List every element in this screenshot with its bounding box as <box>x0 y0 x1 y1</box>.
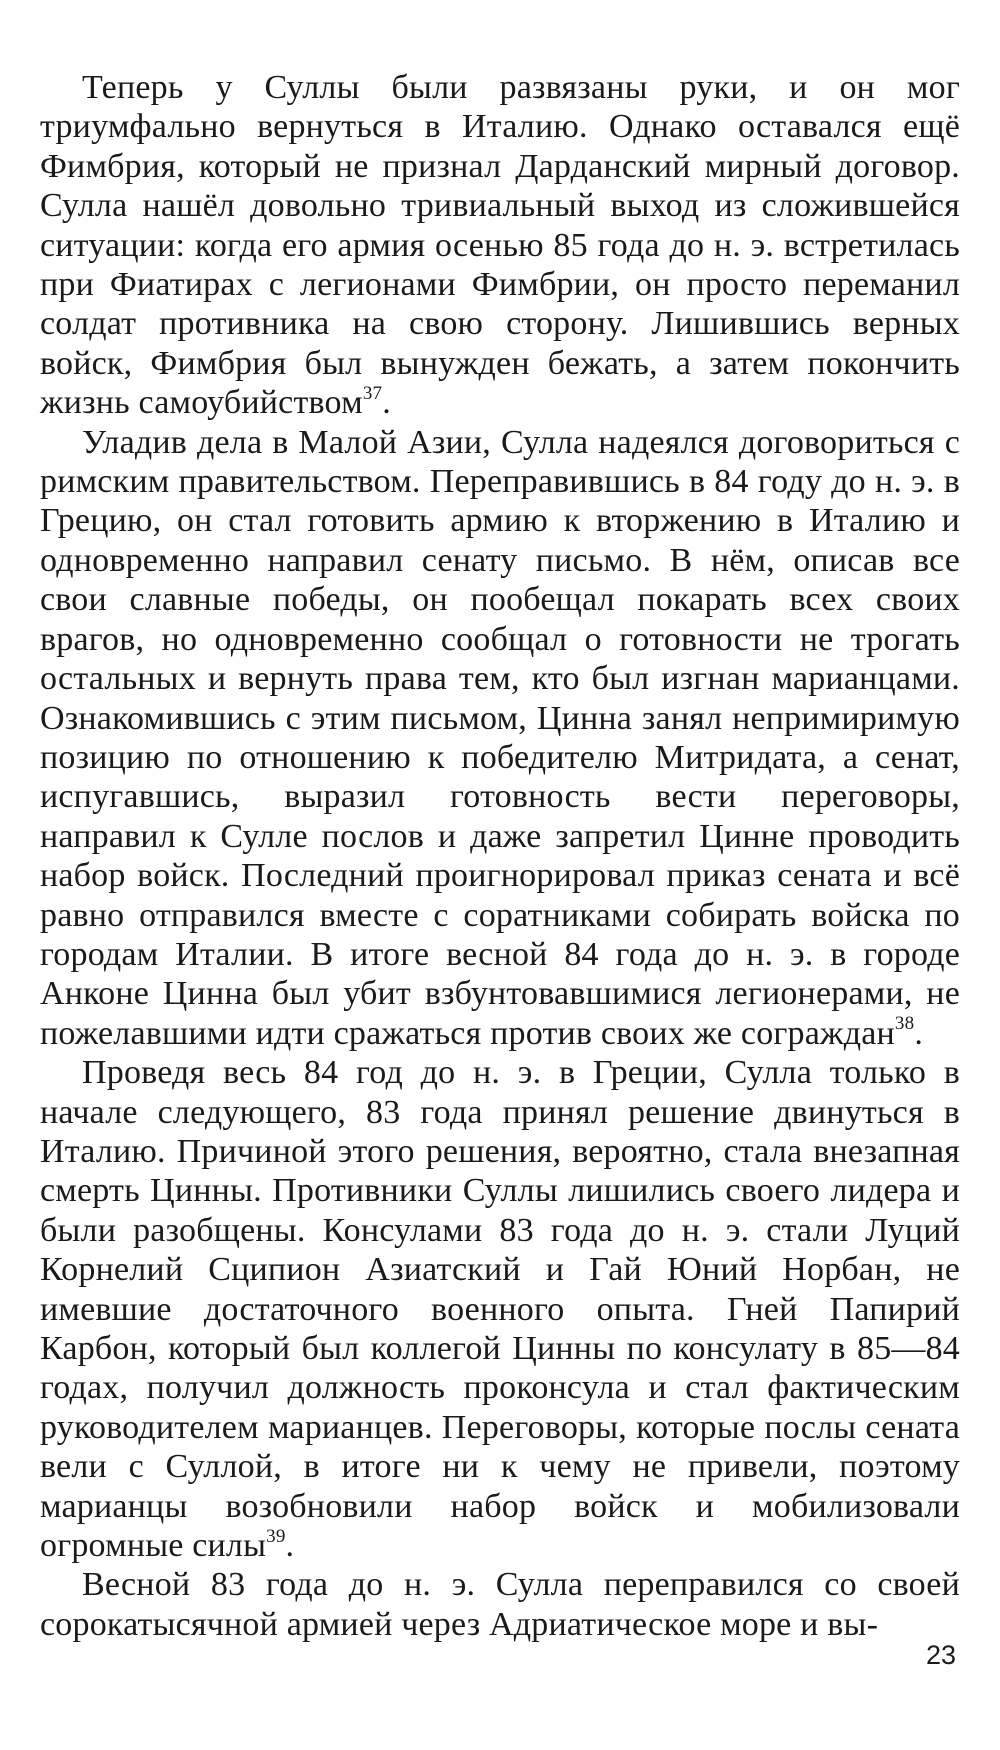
page-number: 23 <box>925 1640 956 1670</box>
paragraph-text: Уладив дела в Малой Азии, Сулла надеялся договориться с римским правительством. Переправившись в 84 году до н. э. в Грецию, он стал готовить армию к вторжению в Италию и одновременно направил сенату письмо. В нём, описав все свои славные победы, он пообещал покарать всех своих врагов, но одновременно сообщал о готовности не трогать остальных и вернуть права тем, кто был изгнан марианцами. Ознакомившись с этим письмом, Цинна занял непримиримую позицию по отношению к победителю Митридата, а сенат, испугавшись, выразил готовность вести переговоры, направил к Сулле послов и даже запретил Цинне проводить набор войск. Последний проигнорировал приказ сената и всё равно отправился вместе с соратниками собирать войска по городам Италии. В итоге весной 84 года до н. э. в городе Анконе Цинна был убит взбунтовавшимися легионерами, не пожелавшими идти сражаться против своих же сограждан <box>40 423 960 1052</box>
paragraph-text: Теперь у Суллы были развязаны руки, и он мог триумфально вернуться в Италию. Однако оставался ещё Фимбрия, который не признал Дарданский мирный договор. Сулла нашёл довольно тривиальный выход из сложившейся ситуации: когда его армия осенью 85 года до н. э. встретилась при Фиатирах с легионами Фимбрии, он просто переманил солдат противника на свою сторону. Лишившись верных войск, Фимбрия был вынужден бежать, а затем покончить жизнь самоубийством <box>40 69 960 422</box>
footnote-ref-39[interactable]: 39 <box>266 1525 286 1547</box>
paragraph-tail: . <box>285 1527 295 1565</box>
paragraph-1 <box>40 68 960 423</box>
paragraph-2 <box>40 423 960 1054</box>
paragraph-tail: . <box>914 1014 924 1052</box>
paragraph-4 <box>40 1565 960 1644</box>
paragraph-tail: . <box>382 384 391 422</box>
paragraph-text: Проведя весь 84 год до н. э. в Греции, Сулла только в начале следующего, 83 года принял решение двинуться в Италию. Причиной этого решения, вероятно, стала внезапная смерть Цинны. Противники Суллы лишились своего лидера и были разобщены. Консулами 83 года до н. э. стали Луций Корнелий Сципион Азиатский и Гай Юний Норбан, не имевшие достаточного военного опыта. Гней Папирий Карбон, который был коллегой Цинны по консулату в 85—84 годах, получил должность проконсула и стал фактическим руководителем марианцев. Переговоры, которые послы сената вели с Суллой, в итоге ни к чему не привели, поэтому марианцы возобновили набор войск и мобилизовали огромные силы <box>40 1054 960 1565</box>
paragraph-text: Весной 83 года до н. э. Сулла переправился со своей сорокатысячной армией через Адриатическое море и вы- <box>40 1566 960 1643</box>
body-text <box>40 68 960 1644</box>
paragraph-3 <box>40 1053 960 1565</box>
footnote-ref-37[interactable]: 37 <box>362 382 383 404</box>
footnote-ref-38[interactable]: 38 <box>894 1013 915 1035</box>
